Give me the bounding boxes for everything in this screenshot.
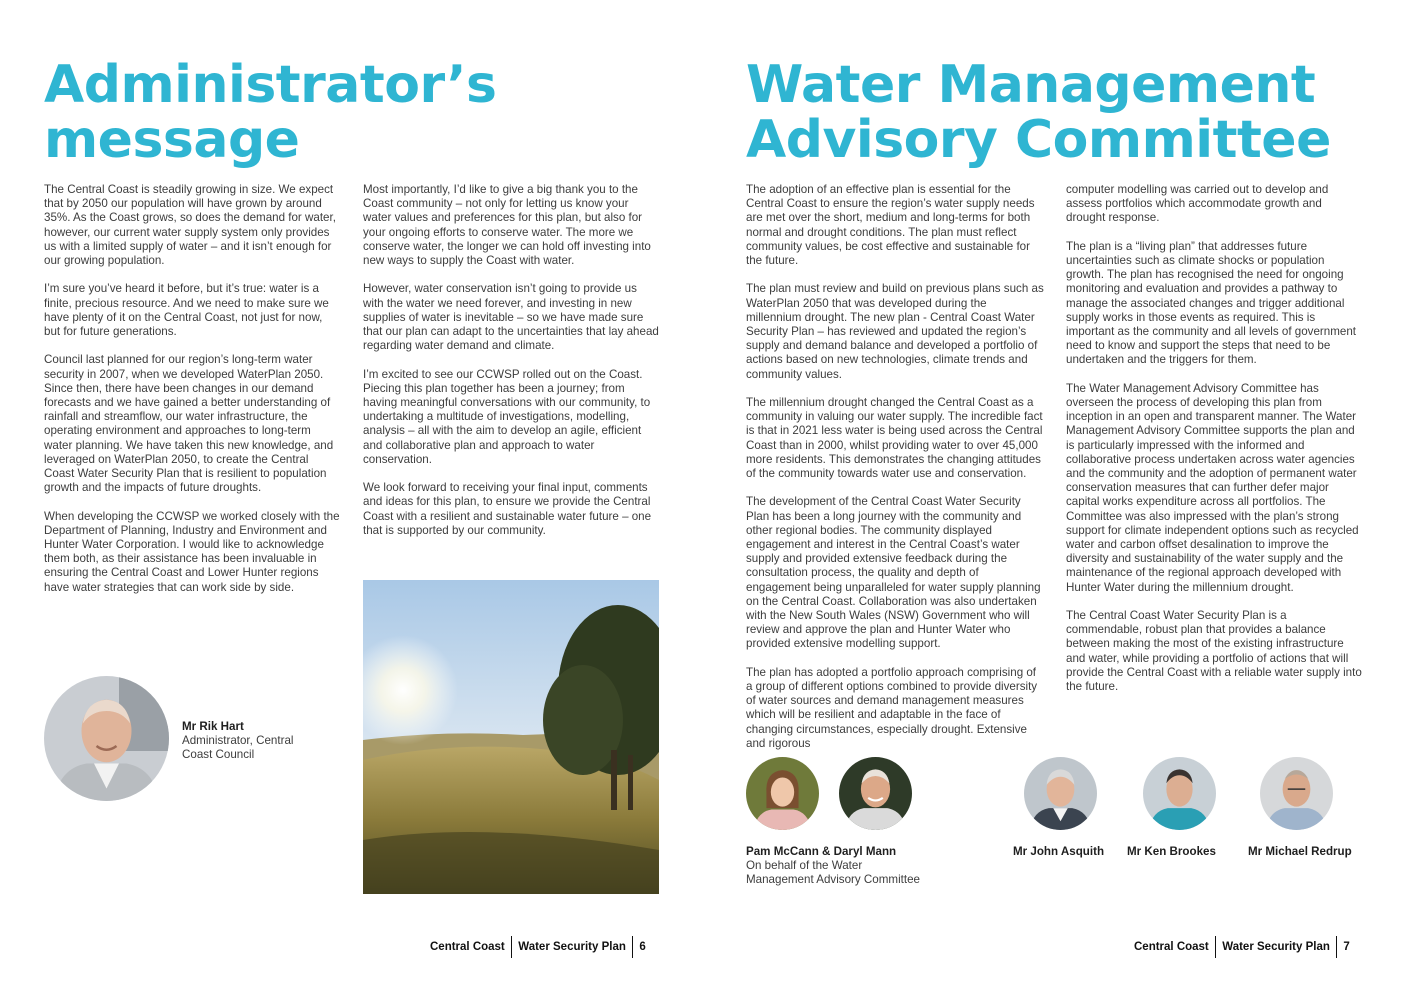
portrait-ken-brookes bbox=[1143, 757, 1216, 830]
paragraph: I’m sure you’ve heard it before, but it’s true: water is a finite, precious resource. And we need to make sure we have plenty of it on the Central Coast, not just for now, but for future generations. bbox=[44, 282, 329, 339]
title-line: message bbox=[44, 110, 300, 170]
title-line: Advisory Committee bbox=[746, 110, 1331, 170]
committee-pair-role: On behalf of the Water bbox=[746, 859, 863, 873]
paragraph: However, water conservation isn’t going to provide us with the water we need forever, and investing in new supplies of water is inevitable – so we have made sure that our plan can adapt to the uncertainties that lay ahead regarding water demand and climate. bbox=[363, 282, 659, 353]
paragraph: The Water Management Advisory Committee has overseen the process of developing this plan from inception in an open and transparent manner. The Water Management Advisory Committee supports the plan and is particularly impressed with the informed and collaborative process undertaken across water agencies and the community and the adoption of permanent water conservation measures that can further defer major capital works expenditure across all portfolios. The Committee was also impressed with the plan’s strong support for climate independent options such as recycled water and carbon offset desalination to improve the diversity and sustainability of the water supply and the maintenance of the regional approach developed with Hunter Water during the millennium drought. bbox=[1066, 381, 1359, 594]
page-number: 6 bbox=[639, 941, 646, 953]
paragraph: The plan is a “living plan” that addresses future uncertainties such as climate shocks or population growth. The plan has recognised the need for ongoing monitoring and evaluation and provides a pathway to manage the associated changes and trigger additional supply works in those events as required. This is important as the community and all levels of government need to know and support the steps that need to be undertaken and the triggers for them. bbox=[1066, 239, 1356, 367]
paragraph: computer modelling was carried out to develop and assess portfolios which accommodate growth and drought response. bbox=[1066, 183, 1329, 225]
title-line: Water Management bbox=[746, 55, 1316, 115]
administrator-portrait bbox=[44, 676, 169, 801]
committee-pair-caption bbox=[746, 845, 966, 888]
committee-pair-role: Management Advisory Committee bbox=[746, 873, 920, 887]
portrait-pam-mccann bbox=[746, 757, 819, 830]
admin-message-column-2 bbox=[363, 183, 659, 552]
paragraph: The Central Coast Water Security Plan is a commendable, robust plan that provides a balance between making the most of the existing infrastructure and water, while providing a portfolio of actions that will provide the Central Coast with a reliable water supply into the future. bbox=[1066, 609, 1362, 694]
member-name-john-asquith: Mr John Asquith bbox=[1013, 845, 1105, 858]
committee-column-2 bbox=[1066, 183, 1364, 708]
portrait-michael-redrup bbox=[1260, 757, 1333, 830]
paragraph: The Central Coast is steadily growing in size. We expect that by 2050 our population will have grown by around 35%. As the Coast grows, so does the demand for water, however, our current water supply system only provides us with a limited supply of water – and it isn’t enough for our growing population. bbox=[44, 183, 336, 268]
paragraph: We look forward to receiving your final input, comments and ideas for this plan, to ensure we provide the Central Coast with a resilient and sustainable water future – one that is supported by our community. bbox=[363, 481, 652, 537]
member-name-ken-brookes: Mr Ken Brookes bbox=[1127, 845, 1216, 858]
paragraph: The adoption of an effective plan is essential for the Central Coast to ensure the region’s water supply needs are met over the short, medium and long-terms for both normal and drought conditions. The plan must reflect community values, be cost effective and sustainable for the future. bbox=[746, 183, 1035, 268]
footer-divider bbox=[511, 936, 513, 958]
paragraph: The plan has adopted a portfolio approach comprising of a group of different options combined to provide diversity of water sources and demand management measures which will be resilient and adaptable in the face of changing circumstances, especially drought. Extensive and rigorous bbox=[746, 665, 1038, 750]
paragraph: When developing the CCWSP we worked closely with the Department of Planning, Industry and Environment and Hunter Water Corporation. I would like to acknowledge them both, as their assistance has been invaluable in ensuring the Central Coast and Lower Hunter regions have water strategies that can work side by side. bbox=[44, 509, 340, 594]
landscape-photo bbox=[363, 580, 659, 894]
admin-message-column-1 bbox=[44, 183, 340, 609]
footer-divider bbox=[1336, 936, 1338, 958]
administrator-caption bbox=[182, 720, 322, 763]
portrait-daryl-mann bbox=[839, 757, 912, 830]
footer-doc: Water Security Plan bbox=[1222, 941, 1330, 953]
paragraph: The millennium drought changed the Central Coast as a community in valuing our water supply. The incredible fact is that in 2021 less water is being used across the Central Coast than in 2000, whilst providing water to over 45,000 more residents. This demonstrates the changing attitudes of the community towards water use and conservation. bbox=[746, 396, 1043, 481]
footer-org: Central Coast bbox=[430, 941, 505, 953]
page-title-administrators-message bbox=[44, 55, 497, 170]
paragraph: The plan must review and build on previous plans such as WaterPlan 2050 that was developed during the millennium drought. The new plan - Central Coast Water Security Plan – has reviewed and updated the region’s supply and demand balance and developed a portfolio of actions based on new technologies, climate trends and community values. bbox=[746, 282, 1044, 381]
paragraph: Most importantly, I’d like to give a big thank you to the Coast community – not only for letting us know your water values and preferences for this plan, but also for your ongoing efforts to conserve water. The more we conserve water, the longer we can hold off investing into new ways to supply the Coast with water. bbox=[363, 183, 651, 268]
footer-doc: Water Security Plan bbox=[518, 941, 626, 953]
page-number: 7 bbox=[1343, 941, 1350, 953]
committee-column-1 bbox=[746, 183, 1044, 765]
committee-pair-name: Pam McCann & Daryl Mann bbox=[746, 845, 897, 858]
paragraph: Council last planned for our region’s long-term water security in 2007, when we developed WaterPlan 2050. Since then, there have been changes in our demand forecasts and we have gained a better understanding of rainfall and streamflow, our water infrastructure, the operating environment and approaches to long-term water planning. We have taken this new knowledge, and leveraged on WaterPlan 2050, to create the Central Coast Water Security Plan that is resilient to population growth and the impacts of future droughts. bbox=[44, 353, 334, 495]
footer-org: Central Coast bbox=[1134, 941, 1209, 953]
footer-right bbox=[1134, 936, 1350, 958]
member-name-michael-redrup: Mr Michael Redrup bbox=[1248, 845, 1352, 858]
footer-divider bbox=[1215, 936, 1217, 958]
paragraph: The development of the Central Coast Water Security Plan has been a long journey with the community and other regional bodies. The community displayed engagement and interest in the Central Coast’s water supply and provided extensive feedback during the consultation process, the quality and depth of engagement being unparalleled for water supply planning on the Central Coast. Collaboration was also undertaken with the New South Wales (NSW) Government who will review and approve the plan and Hunter Water who provided extensive modelling support. bbox=[746, 495, 1041, 651]
page-title-water-management-advisory-committee bbox=[746, 55, 1331, 170]
footer-left bbox=[430, 936, 646, 958]
title-line: Administrator’s bbox=[44, 55, 497, 115]
footer-divider bbox=[632, 936, 634, 958]
paragraph: I’m excited to see our CCWSP rolled out on the Coast. Piecing this plan together has been a journey; from having meaningful conversations with our community, to undertaking a multitude of investigations, modelling, analysis – all with the aim to develop an agile, efficient and collaborative plan and approach to water conservation. bbox=[363, 367, 651, 466]
administrator-role: Coast Council bbox=[182, 748, 255, 762]
portrait-john-asquith bbox=[1024, 757, 1097, 830]
administrator-role: Administrator, Central bbox=[182, 734, 294, 748]
administrator-name: Mr Rik Hart bbox=[182, 720, 244, 733]
